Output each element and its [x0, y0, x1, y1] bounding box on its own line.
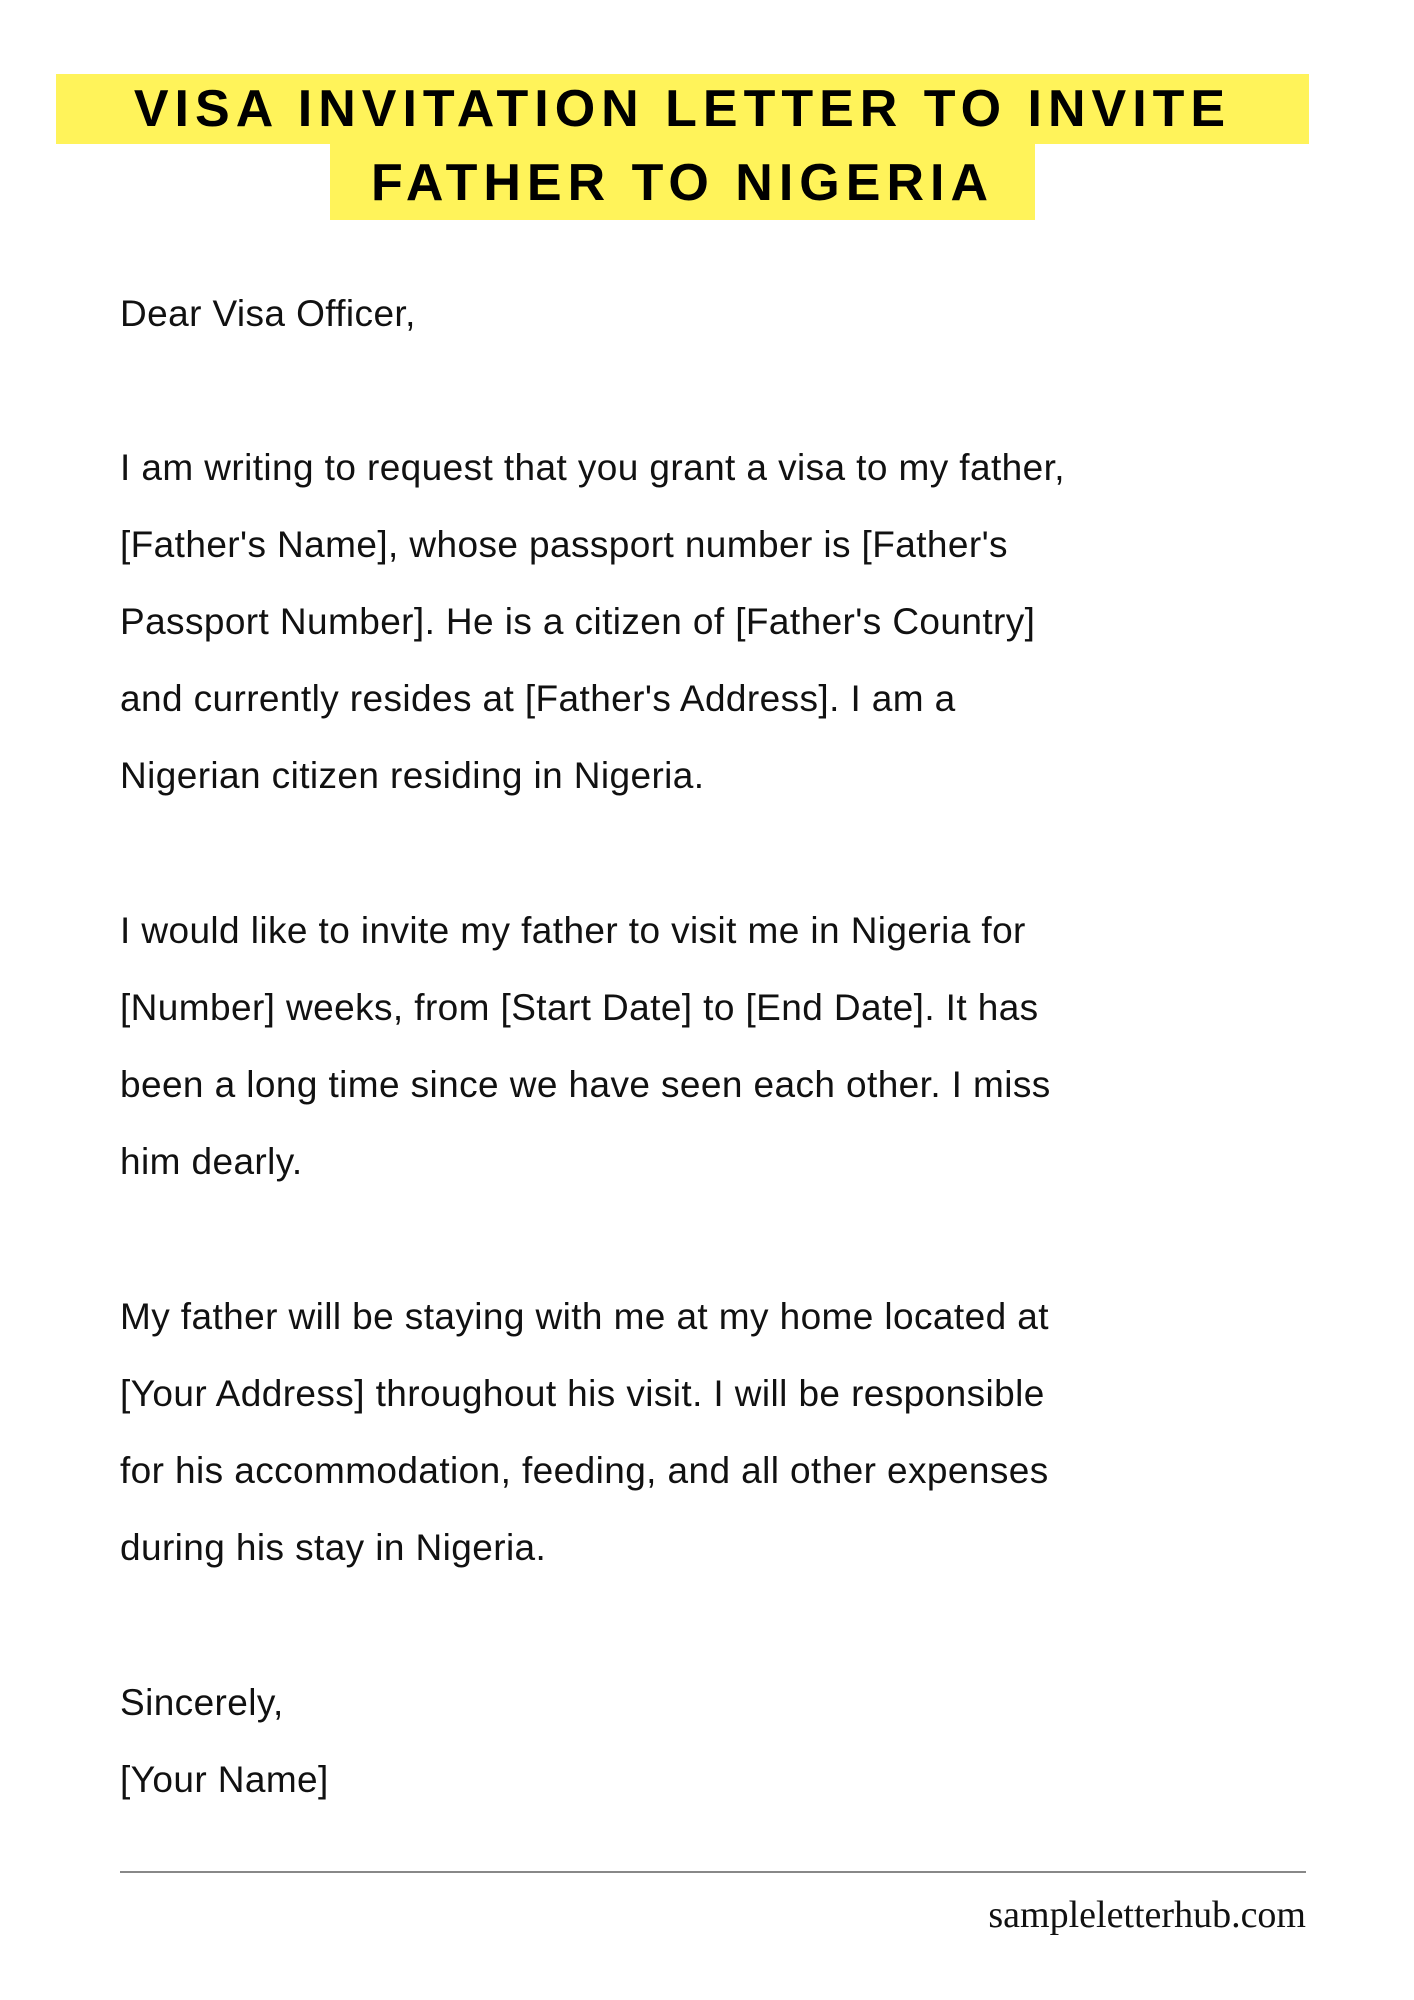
paragraph1-line: and currently resides at [Father's Address]. I am a [120, 678, 956, 719]
paragraph3-line: My father will be staying with me at my home located at [120, 1296, 1049, 1337]
paragraph2-line: been a long time since we have seen each other. I miss [120, 1064, 1051, 1105]
paragraph1-line: Nigerian citizen residing in Nigeria. [120, 755, 705, 796]
closing: Sincerely, [120, 1682, 284, 1723]
paragraph3-line: [Your Address] throughout his visit. I will be responsible [120, 1373, 1045, 1414]
signature: [Your Name] [120, 1759, 329, 1800]
paragraph2-line: [Number] weeks, from [Start Date] to [End Date]. It has [120, 987, 1039, 1028]
paragraph3-line: for his accommodation, feeding, and all other expenses [120, 1450, 1049, 1491]
salutation: Dear Visa Officer, [120, 293, 416, 334]
paragraph2-line: him dearly. [120, 1141, 303, 1182]
paragraph2-line: I would like to invite my father to visit me in Nigeria for [120, 910, 1026, 951]
paragraph1-line: Passport Number]. He is a citizen of [Father's Country] [120, 601, 1036, 642]
footer-site: sampleletterhub.com [988, 1894, 1306, 1936]
paragraph1-line: I am writing to request that you grant a visa to my father, [120, 447, 1065, 488]
title-line-2: FATHER TO NIGERIA [330, 143, 1035, 220]
paragraph3-line: during his stay in Nigeria. [120, 1527, 547, 1568]
title-line-1: VISA INVITATION LETTER TO INVITE [56, 74, 1309, 144]
footer-divider [120, 1871, 1306, 1873]
paragraph1-line: [Father's Name], whose passport number is [Father's [120, 524, 1008, 565]
